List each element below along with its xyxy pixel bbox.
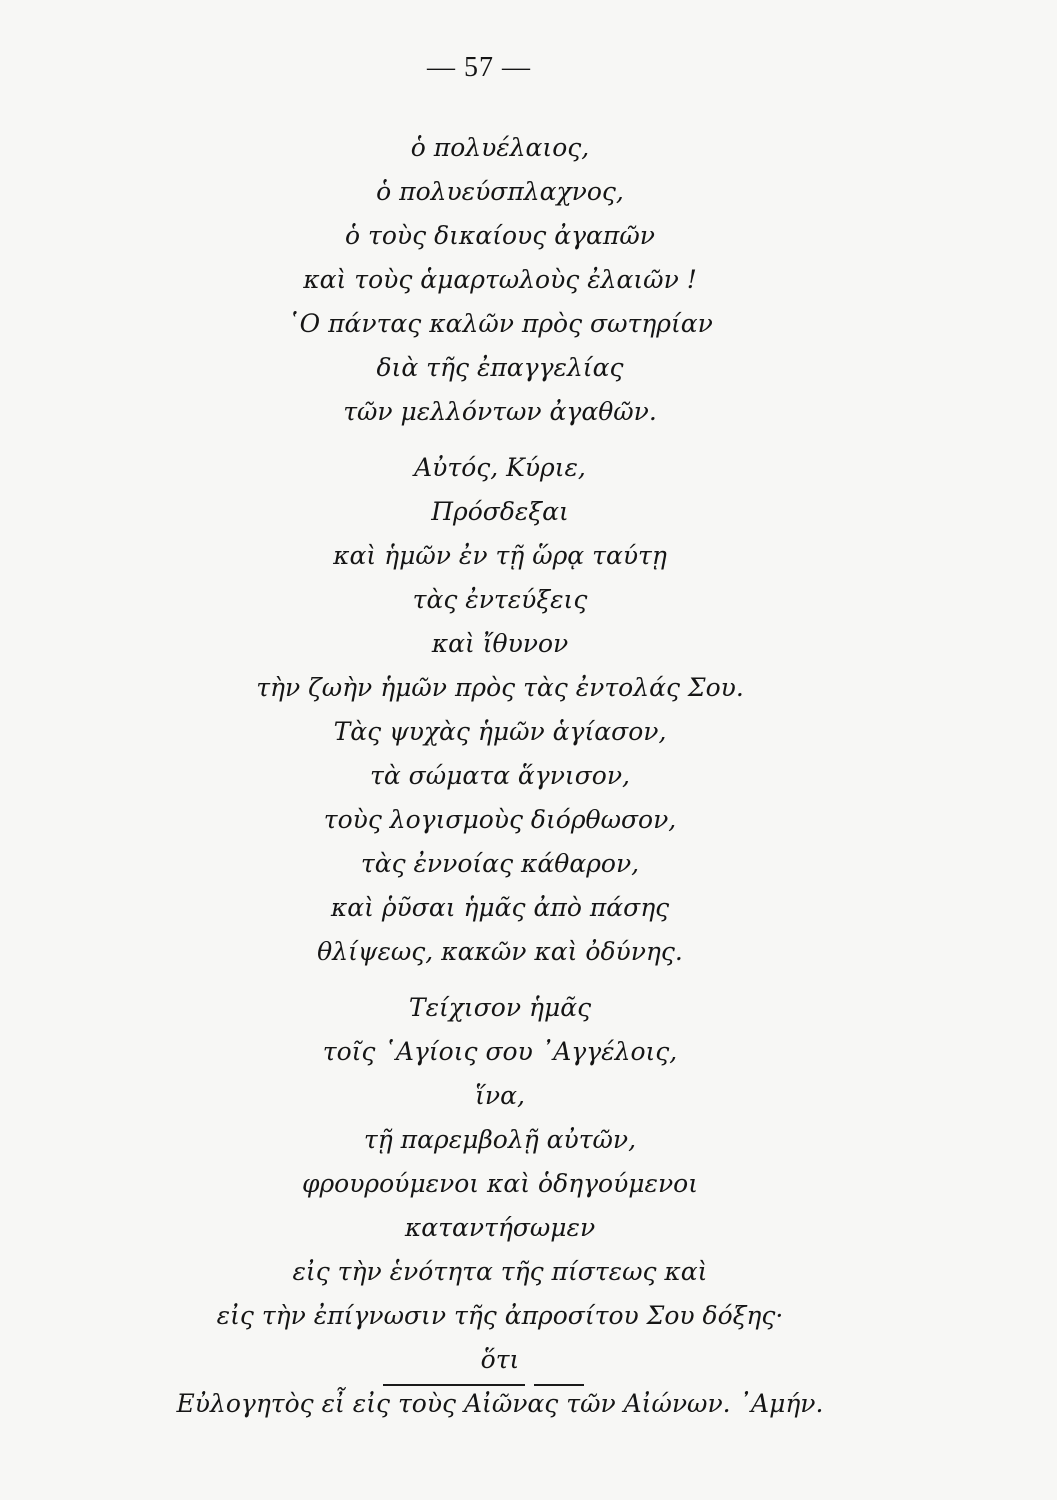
end-rule-short (534, 1384, 584, 1386)
page-number: — 57 — (427, 52, 531, 83)
poem-line: τὰς ἐντεύξεις (412, 585, 588, 614)
poem-line: καὶ ῥῦσαι ἡμᾶς ἀπὸ πάσης (330, 893, 670, 922)
poem-line: Εὐλογητὸς εἶ εἰς τοὺς Αἰῶνας τῶν Αἰώνων. ᾿Αμήν. (176, 1389, 824, 1418)
poem-line: ῾Ο πάντας καλῶν πρὸς σωτηρίαν (287, 309, 713, 338)
poem-line: τῇ παρεμβολῇ αὐτῶν, (363, 1125, 637, 1154)
poem-line: ὁ πολυέλαιος, (410, 133, 590, 162)
poem-line: εἰς τὴν ἐπίγνωσιν τῆς ἀπροσίτου Σου δόξης· (216, 1301, 784, 1330)
poem-line: καὶ ἴθυνον (431, 629, 569, 658)
poem-line: φρουρούμενοι καὶ ὁδηγούμενοι (301, 1169, 699, 1198)
poem-line: ἵνα, (475, 1081, 525, 1110)
poem-line: εἰς τὴν ἑνότητα τῆς πίστεως καὶ (292, 1257, 708, 1286)
poem-line: Πρόσδεξαι (431, 497, 569, 526)
poem-line: Τείχισον ἡμᾶς (408, 993, 592, 1022)
poem-line: τοὺς λογισμοὺς διόρθωσον, (323, 805, 677, 834)
poem-line: διὰ τῆς ἐπαγγελίας (376, 353, 624, 382)
poem-line: ὁ τοὺς δικαίους ἀγαπῶν (345, 221, 655, 250)
poem-line: ὁ πολυεύσπλαχνος, (376, 177, 624, 206)
poem-line: θλίψεως, κακῶν καὶ ὀδύνης. (317, 937, 683, 966)
poem-line: καὶ τοὺς ἁμαρτωλοὺς ἐλαιῶν ! (303, 265, 697, 294)
poem-line: τὰ σώματα ἅγνισον, (370, 761, 630, 790)
poem-line: καὶ ἡμῶν ἐν τῇ ὥρᾳ ταύτῃ (333, 541, 667, 570)
poem-line: ὅτι (480, 1345, 520, 1374)
poem-line: τῶν μελλόντων ἀγαθῶν. (343, 397, 657, 426)
poem-line: καταντήσωμεν (404, 1213, 596, 1242)
poem-line: Αὐτός, Κύριε, (414, 453, 586, 482)
poem-line: Τὰς ψυχὰς ἡμῶν ἁγίασον, (333, 717, 667, 746)
end-rule (383, 1384, 525, 1386)
poem-line: τὴν ζωὴν ἡμῶν πρὸς τὰς ἐντολάς Σου. (256, 673, 744, 702)
poem-line: τὰς ἐννοίας κάθαρον, (360, 849, 640, 878)
poem-line: τοῖς ῾Αγίοις σου ᾿Αγγέλοις, (322, 1037, 678, 1066)
